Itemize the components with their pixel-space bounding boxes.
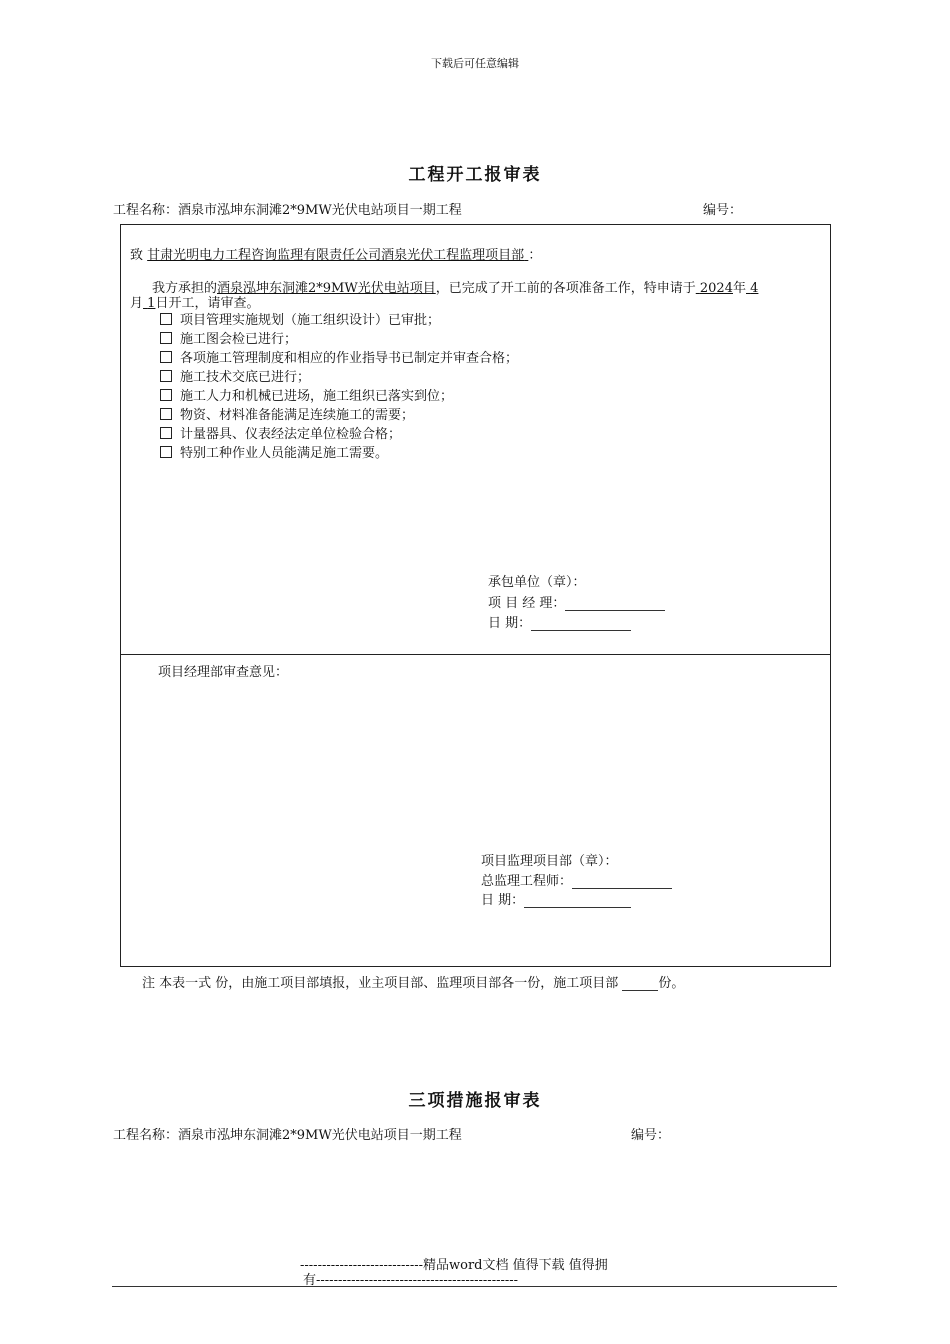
checklist-item: 项目管理实施规划（施工组织设计）已审批； xyxy=(160,311,518,330)
manager-signature-field[interactable] xyxy=(565,598,665,611)
review-label: 项目经理部审查意见： xyxy=(158,665,289,680)
checkbox[interactable] xyxy=(160,351,172,363)
checklist xyxy=(160,311,518,463)
checklist-item: 施工技术交底已进行； xyxy=(160,368,518,387)
body-p3: 日开工，请审查。 xyxy=(155,296,260,311)
date-field-2[interactable] xyxy=(524,895,631,908)
checklist-item: 各项施工管理制度和相应的作业指导书已制定并审查合格； xyxy=(160,349,518,368)
footer-rule xyxy=(112,1286,837,1287)
start-month: 4 xyxy=(750,281,759,296)
year-unit: 年 xyxy=(732,281,746,296)
checkbox[interactable] xyxy=(160,446,172,458)
body-project: 酒泉泓坤东洞滩2*9MW光伏电站项目 xyxy=(217,281,436,296)
date-label-2: 日 期： xyxy=(481,893,525,908)
checkbox[interactable] xyxy=(160,389,172,401)
date-row-1 xyxy=(488,612,631,631)
to-suffix: ： xyxy=(528,248,542,263)
date-label: 日 期： xyxy=(488,616,532,631)
start-day: 1 xyxy=(147,296,156,311)
note-text: 注 本表一式 份，由施工项目部填报，业主项目部、监理项目部各一份，施工项目部 xyxy=(142,976,619,991)
start-year: 2024 xyxy=(699,281,733,296)
checklist-item: 物资、材料准备能满足连续施工的需要； xyxy=(160,406,518,425)
body-p2: ，已完成了开工前的各项准备工作，特申请于 xyxy=(435,281,696,296)
chief-engineer-signature-field[interactable] xyxy=(572,876,672,889)
checklist-item: 特别工种作业人员能满足施工需要。 xyxy=(160,444,518,463)
form2-project-line xyxy=(113,1124,462,1143)
project-label-2: 工程名称： xyxy=(113,1128,179,1143)
form1-project-line xyxy=(113,199,462,218)
checkbox[interactable] xyxy=(160,370,172,382)
contractor-label: 承包单位（章）： xyxy=(488,575,586,590)
supervision-label: 项目监理项目部（章）： xyxy=(481,854,618,869)
manager-label: 项 目 经 理： xyxy=(488,596,566,611)
checklist-item: 计量器具、仪表经法定单位检验合格； xyxy=(160,425,518,444)
project-label: 工程名称： xyxy=(113,203,179,218)
checkbox[interactable] xyxy=(160,313,172,325)
form2-title: 三项措施报审表 xyxy=(408,1091,542,1111)
checkbox[interactable] xyxy=(160,408,172,420)
footer-line-2: 有---------------------------------------------- xyxy=(303,1273,519,1288)
header-note: 下载后可任意编辑 xyxy=(431,57,519,70)
date-row-2 xyxy=(481,889,631,908)
project-name: 酒泉市泓坤东洞滩2*9MW光伏电站项目一期工程 xyxy=(178,203,462,218)
form1-title: 工程开工报审表 xyxy=(408,165,542,185)
checklist-item: 施工图会检已进行； xyxy=(160,330,518,349)
body-p1: 我方承担的 xyxy=(152,281,218,296)
addressee-line xyxy=(130,244,541,263)
footer-line-1: ----------------------------精品word文档 值得下载 值得拥 xyxy=(300,1258,608,1273)
form1-number-label: 编号： xyxy=(703,203,743,218)
note-end: 份。 xyxy=(658,976,685,991)
form-note xyxy=(142,972,684,991)
checklist-item: 施工人力和机械已进场，施工组织已落实到位； xyxy=(160,387,518,406)
date-field[interactable] xyxy=(531,618,631,631)
request-line-2 xyxy=(130,292,259,311)
checkbox[interactable] xyxy=(160,427,172,439)
month-unit: 月 xyxy=(130,296,144,311)
to-prefix: 致 xyxy=(130,248,144,263)
manager-row xyxy=(488,592,665,611)
form1-divider xyxy=(121,654,830,655)
chief-engineer-row xyxy=(481,870,672,889)
checkbox[interactable] xyxy=(160,332,172,344)
copies-blank[interactable] xyxy=(622,979,658,991)
form2-number-label: 编号： xyxy=(631,1128,671,1143)
chief-engineer-label: 总监理工程师： xyxy=(481,874,573,889)
addressee-org: 甘肃光明电力工程咨询监理有限责任公司酒泉光伏工程监理项目部 xyxy=(147,248,525,263)
project-name-2: 酒泉市泓坤东洞滩2*9MW光伏电站项目一期工程 xyxy=(178,1128,462,1143)
